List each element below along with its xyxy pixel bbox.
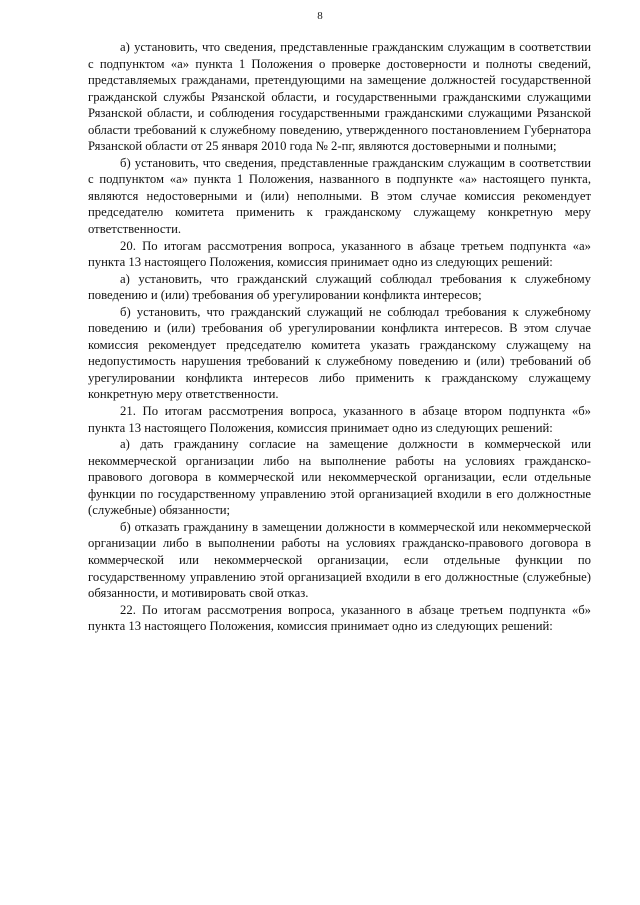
paragraph-20a: а) установить, что гражданский служащий соблюдал требования к служебному поведению и (или) требования об урегулировании конфликта интересов; xyxy=(88,271,591,303)
paragraph-20: 20. По итогам рассмотрения вопроса, указанного в абзаце третьем подпункта «а» пункта 13 настоящего Положения, комиссия принимает одно из следующих решений: xyxy=(88,238,591,270)
paragraph-21a: а) дать гражданину согласие на замещение должности в коммерческой или некоммерческой организации либо на выполнение работы на условиях гражданско-правового договора в коммерческой или некоммерческой организации, если отдельные функции по государственному управлению этой организацией входили в его должностные (служебные) обязанности; xyxy=(88,437,591,518)
paragraph-21b: б) отказать гражданину в замещении должности в коммерческой или некоммерческой организации либо в выполнении работы на условиях гражданско-правового договора в коммерческой или некоммерческой организации, если отдельные функции по государственному управлению этой организацией входили в его должностные (служебные) обязанности, и мотивировать свой отказ. xyxy=(88,519,591,601)
paragraph-21: 21. По итогам рассмотрения вопроса, указанного в абзаце втором подпункта «б» пункта 13 настоящего Положения, комиссия принимает одно из следующих решений: xyxy=(88,404,591,435)
paragraph-19b: б) установить, что сведения, представленные гражданским служащим в соответствии с подпунктом «а» пункта 1 Положения, названного в подпункте «а» настоящего пункта, являются недостоверными и (или) неполными. В этом случае комиссия рекомендует председателю комитета применить к гражданскому служащему конкретную меру ответственности. xyxy=(88,155,591,237)
paragraph-20b: б) установить, что гражданский служащий не соблюдал требования к служебному поведению и (или) требования об урегулировании конфликта интересов. В этом случае комиссия рекомендует председателю комитета указать гражданскому служащему на недопустимость нарушения требований к служебному поведению и (или) требований об урегулировании конфликта интересов либо применить к гражданскому служащему конкретную меру ответственности. xyxy=(88,304,591,402)
paragraph-22: 22. По итогам рассмотрения вопроса, указанного в абзаце третьем подпункта «б» пункта 13 настоящего Положения, комиссия принимает одно из следующих решений: xyxy=(88,602,591,634)
document-body xyxy=(88,39,591,635)
paragraph-19a: а) установить, что сведения, представленные гражданским служащим в соответствии с подпунктом «а» пункта 1 Положения о проверке достоверности и полноты сведений, представляемых гражданами, претендующими на замещение должностей государственной гражданской службы Рязанской области, и государственными гражданскими служащими Рязанской области, и соблюдения государственными гражданскими служащими Рязанской области требований к служебному поведению, утвержденного постановлением Губернатора Рязанской области от 25 января 2010 года № 2-пг, являются достоверными и полными; xyxy=(88,40,591,154)
page-number: 8 xyxy=(317,10,323,22)
